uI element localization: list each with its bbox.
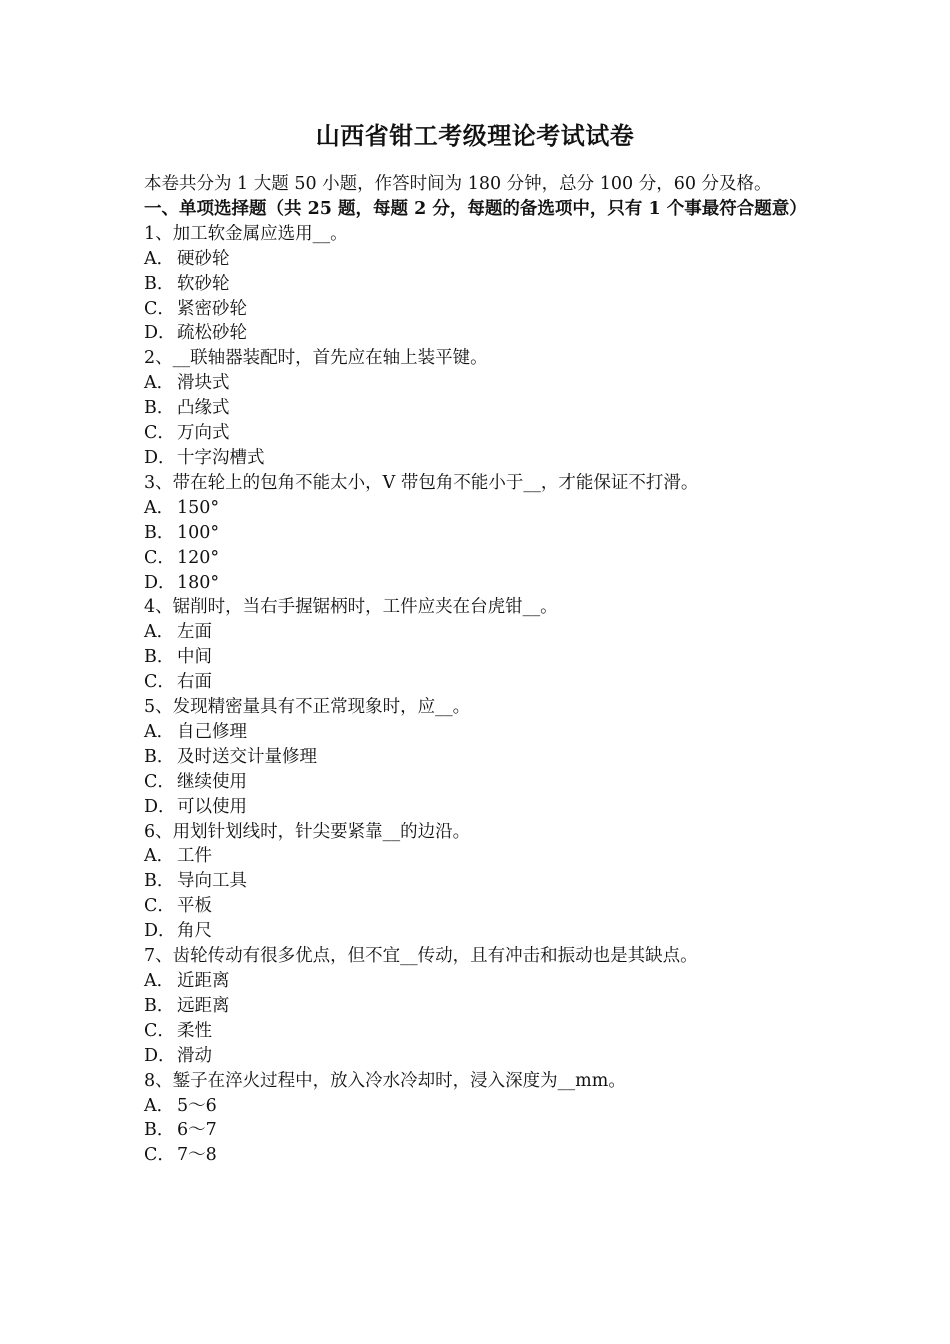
answer-option — [144, 496, 814, 521]
question-block — [144, 222, 814, 347]
option-letter: A． — [144, 248, 175, 269]
option-text: 万向式 — [177, 423, 230, 444]
option-letter: B． — [144, 273, 175, 294]
option-text: 紧密砂轮 — [177, 298, 247, 319]
option-letter: D． — [144, 1045, 176, 1066]
answer-option — [144, 297, 814, 322]
question-stem: 5、发现精密量具有不正常现象时，应__。 — [144, 697, 471, 718]
option-text: 7～8 — [177, 1145, 217, 1166]
question-stem: 2、__联轴器装配时，首先应在轴上装平键。 — [144, 348, 488, 369]
option-letter: A． — [144, 373, 175, 394]
answer-option — [144, 272, 814, 297]
option-text: 100° — [177, 522, 220, 543]
section-heading: 一、单项选择题（共 25 题，每题 2 分，每题的备选项中，只有 1 个事最符合题意） — [144, 198, 807, 219]
answer-option — [144, 396, 814, 421]
option-text: 十字沟槽式 — [177, 447, 265, 468]
answer-option — [144, 1143, 814, 1168]
exam-content — [144, 172, 814, 1168]
option-text: 平板 — [177, 896, 212, 917]
answer-option — [144, 969, 814, 994]
question-block — [144, 346, 814, 471]
option-text: 左面 — [177, 622, 212, 643]
answer-option — [144, 869, 814, 894]
option-text: 导向工具 — [177, 871, 247, 892]
option-text: 工件 — [177, 846, 212, 867]
answer-option — [144, 620, 814, 645]
option-text: 6～7 — [177, 1120, 217, 1141]
option-text: 近距离 — [177, 971, 230, 991]
answer-option — [144, 421, 814, 446]
question-block — [144, 595, 814, 695]
question-list — [144, 222, 814, 1168]
option-letter: C． — [144, 1145, 175, 1166]
option-text: 可以使用 — [177, 796, 247, 817]
question-block — [144, 695, 814, 820]
answer-option — [144, 994, 814, 1019]
option-text: 远距离 — [177, 995, 230, 1016]
question-block — [144, 1069, 814, 1169]
option-letter: D． — [144, 796, 176, 817]
option-text: 5～6 — [177, 1095, 217, 1116]
answer-option — [144, 1044, 814, 1069]
option-text: 中间 — [177, 647, 212, 668]
option-letter: A． — [144, 622, 175, 643]
answer-option — [144, 1118, 814, 1143]
option-letter: B． — [144, 647, 175, 668]
option-letter: A． — [144, 971, 175, 991]
answer-option — [144, 371, 814, 396]
option-letter: C． — [144, 423, 175, 444]
option-text: 柔性 — [177, 1020, 212, 1041]
question-stem: 6、用划针划线时，针尖要紧靠__的边沿。 — [144, 821, 471, 842]
option-letter: D． — [144, 921, 176, 942]
option-letter: A． — [144, 846, 175, 867]
answer-option — [144, 321, 814, 346]
option-letter: D． — [144, 323, 176, 344]
option-letter: B． — [144, 398, 175, 419]
answer-option — [144, 670, 814, 695]
answer-option — [144, 546, 814, 571]
question-block — [144, 820, 814, 945]
option-text: 角尺 — [177, 921, 212, 942]
option-letter: C． — [144, 547, 175, 568]
answer-option — [144, 894, 814, 919]
question-block — [144, 471, 814, 596]
answer-option — [144, 745, 814, 770]
option-text: 疏松砂轮 — [177, 323, 247, 344]
answer-option — [144, 919, 814, 944]
option-letter: A． — [144, 721, 175, 742]
option-text: 继续使用 — [177, 771, 247, 792]
option-text: 滑动 — [177, 1045, 212, 1066]
option-letter: D． — [144, 572, 176, 593]
option-letter: B． — [144, 995, 175, 1016]
answer-option — [144, 521, 814, 546]
option-letter: C． — [144, 298, 175, 319]
answer-option — [144, 1019, 814, 1044]
answer-option — [144, 645, 814, 670]
answer-option — [144, 446, 814, 471]
option-text: 滑块式 — [177, 373, 230, 394]
answer-option — [144, 247, 814, 272]
option-text: 硬砂轮 — [177, 248, 230, 269]
option-text: 120° — [177, 547, 220, 568]
answer-option — [144, 795, 814, 820]
option-letter: C． — [144, 771, 175, 792]
option-letter: A． — [144, 1095, 175, 1116]
option-letter: C． — [144, 672, 175, 693]
question-block — [144, 944, 814, 1069]
option-letter: D． — [144, 447, 176, 468]
option-letter: B． — [144, 746, 175, 767]
answer-option — [144, 1094, 814, 1119]
option-letter: A． — [144, 497, 175, 518]
option-letter: C． — [144, 896, 175, 917]
exam-intro: 本卷共分为 1 大题 50 小题，作答时间为 180 分钟，总分 100 分，60 分及格。 — [144, 174, 772, 194]
answer-option — [144, 844, 814, 869]
question-stem: 1、加工软金属应选用__。 — [144, 223, 348, 244]
option-letter: C． — [144, 1020, 175, 1041]
option-text: 150° — [177, 497, 220, 518]
answer-option — [144, 770, 814, 795]
exam-title: 山西省钳工考级理论考试试卷 — [315, 121, 635, 150]
option-text: 凸缘式 — [177, 398, 230, 419]
option-text: 自己修理 — [177, 721, 247, 742]
option-letter: B． — [144, 871, 175, 892]
option-text: 软砂轮 — [177, 273, 230, 294]
option-text: 右面 — [177, 672, 212, 693]
answer-option — [144, 720, 814, 745]
option-text: 及时送交计量修理 — [177, 746, 317, 767]
option-letter: B． — [144, 522, 175, 543]
question-stem: 3、带在轮上的包角不能太小，V 带包角不能小于__，才能保证不打滑。 — [144, 472, 699, 493]
question-stem: 8、錾子在淬火过程中，放入冷水冷却时，浸入深度为__mm。 — [144, 1070, 626, 1091]
option-letter: B． — [144, 1120, 175, 1141]
question-stem: 7、齿轮传动有很多优点，但不宜__传动，且有冲击和振动也是其缺点。 — [144, 946, 698, 967]
question-stem: 4、锯削时，当右手握锯柄时，工件应夹在台虎钳__。 — [144, 597, 558, 618]
option-text: 180° — [177, 572, 220, 593]
answer-option — [144, 571, 814, 596]
